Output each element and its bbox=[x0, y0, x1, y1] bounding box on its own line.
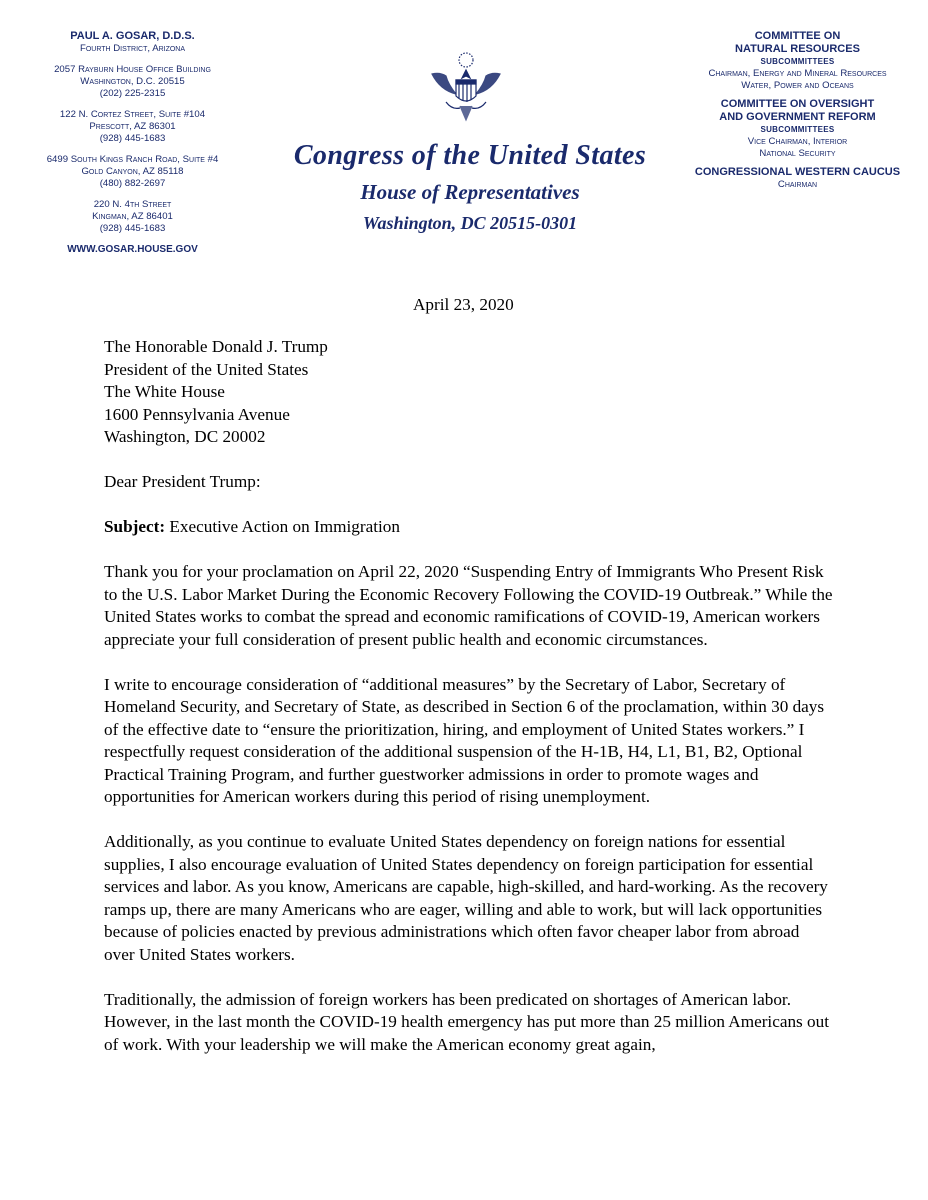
office-phone: (202) 225-2315 bbox=[99, 88, 166, 99]
body-paragraph: Traditionally, the admission of foreign workers has been predicated on shortages of American labor. However, in the last month the COVID-19 health emergency has put more than 25 million Americans out of work. With your leadership we will make the American economy great again, bbox=[104, 989, 830, 1054]
office-city: Gold Canyon, AZ 85118 bbox=[81, 166, 184, 177]
subcommittee-role: National Security bbox=[759, 148, 836, 159]
address-line: Washington, DC 20002 bbox=[104, 427, 266, 446]
committee-name: COMMITTEE ON bbox=[754, 30, 841, 42]
office-address: 6499 South Kings Ranch Road, Suite #4 bbox=[46, 154, 219, 165]
subcommittee-role: Chairman, Energy and Mineral Resources bbox=[708, 68, 887, 79]
body-paragraph: I write to encourage consideration of “additional measures” by the Secretary of Labor, Secretary of Homeland Security, and Secretary of State, as described in Section 6 of the proclamation, within 30 days of the effective date to “ensure the prioritization, hiring, and employment of United States workers.” I respectfully request consideration of the additional suspension of the H-1B, H4, L1, B1, B2, Optional Practical Training Program, and further guestworker admissions in order to promote wages and opportunities for American workers during this period of rising unemployment. bbox=[104, 674, 825, 806]
subcommittee-role: Water, Power and Oceans bbox=[741, 80, 854, 91]
office-phone: (928) 445-1683 bbox=[99, 223, 166, 234]
subcommittee-role: Vice Chairman, Interior bbox=[747, 136, 848, 147]
office-prescott bbox=[20, 109, 245, 145]
subject-text: Executive Action on Immigration bbox=[165, 517, 400, 536]
office-city: Kingman, AZ 86401 bbox=[92, 211, 173, 222]
committee-info-block bbox=[690, 30, 905, 191]
body-paragraph: Additionally, as you continue to evaluate United States dependency on foreign nations for essential supplies, I also encourage evaluation of United States dependency on foreign participation for essential services and labor. As you know, Americans are capable, high-skilled, and hard-working. As the recovery ramps up, there are many Americans who are eager, willing and able to work, but will lack opportunities because of policies enacted by previous administrations which often favor cheaper labor from abroad over United States workers. bbox=[104, 832, 828, 964]
address-line: The Honorable Donald J. Trump bbox=[104, 337, 328, 356]
committee-name: NATURAL RESOURCES bbox=[735, 43, 860, 55]
caucus-name: CONGRESSIONAL WESTERN CAUCUS bbox=[694, 166, 901, 178]
office-address: 2057 Rayburn House Office Building bbox=[54, 64, 211, 75]
address-line: President of the United States bbox=[104, 359, 309, 379]
member-info-block bbox=[20, 30, 245, 256]
subcommittees-label: SUBCOMMITTEES bbox=[760, 57, 835, 66]
address-line: 1600 Pennsylvania Avenue bbox=[104, 404, 290, 424]
subject-label: Subject: bbox=[104, 517, 166, 536]
congress-title: Congress of the United States bbox=[293, 140, 647, 171]
subject-line bbox=[104, 516, 834, 539]
washington-address: Washington, DC 20515-0301 bbox=[362, 213, 578, 233]
address-line: The White House bbox=[104, 382, 225, 401]
office-kingman bbox=[20, 199, 245, 235]
subcommittees-label: SUBCOMMITTEES bbox=[760, 125, 835, 134]
committee-name: AND GOVERNMENT REFORM bbox=[719, 111, 876, 123]
recipient-address bbox=[104, 336, 834, 449]
member-district: Fourth District, Arizona bbox=[79, 43, 186, 54]
office-city: Washington, D.C. 20515 bbox=[80, 76, 185, 87]
letter-date: April 23, 2020 bbox=[413, 295, 514, 314]
office-dc bbox=[20, 64, 245, 100]
member-name: PAUL A. GOSAR, D.D.S. bbox=[70, 30, 195, 42]
office-gold-canyon bbox=[20, 154, 245, 190]
website-link[interactable]: WWW.GOSAR.HOUSE.GOV bbox=[67, 244, 198, 255]
office-phone: (480) 882-2697 bbox=[99, 178, 166, 189]
letter-body bbox=[104, 296, 834, 1079]
office-city: Prescott, AZ 86301 bbox=[89, 121, 176, 132]
eagle-seal-icon bbox=[426, 50, 506, 128]
salutation: Dear President Trump: bbox=[104, 472, 261, 491]
house-title: House of Representatives bbox=[360, 180, 580, 204]
office-address: 122 N. Cortez Street, Suite #104 bbox=[59, 109, 206, 120]
committee-name: COMMITTEE ON OVERSIGHT bbox=[720, 98, 875, 110]
body-paragraph: Thank you for your proclamation on April 22, 2020 “Suspending Entry of Immigrants Who Present Risk to the U.S. Labor Market During the Economic Recovery Following the COVID-19 Outbreak.” While the United States works to combat the spread and economic ramifications of COVID-19, American workers appreciate your full consideration of present public health and economic circumstances. bbox=[104, 562, 833, 649]
office-phone: (928) 445-1683 bbox=[99, 133, 166, 144]
caucus-role: Chairman bbox=[777, 179, 818, 190]
office-address: 220 N. 4th Street bbox=[93, 199, 172, 210]
